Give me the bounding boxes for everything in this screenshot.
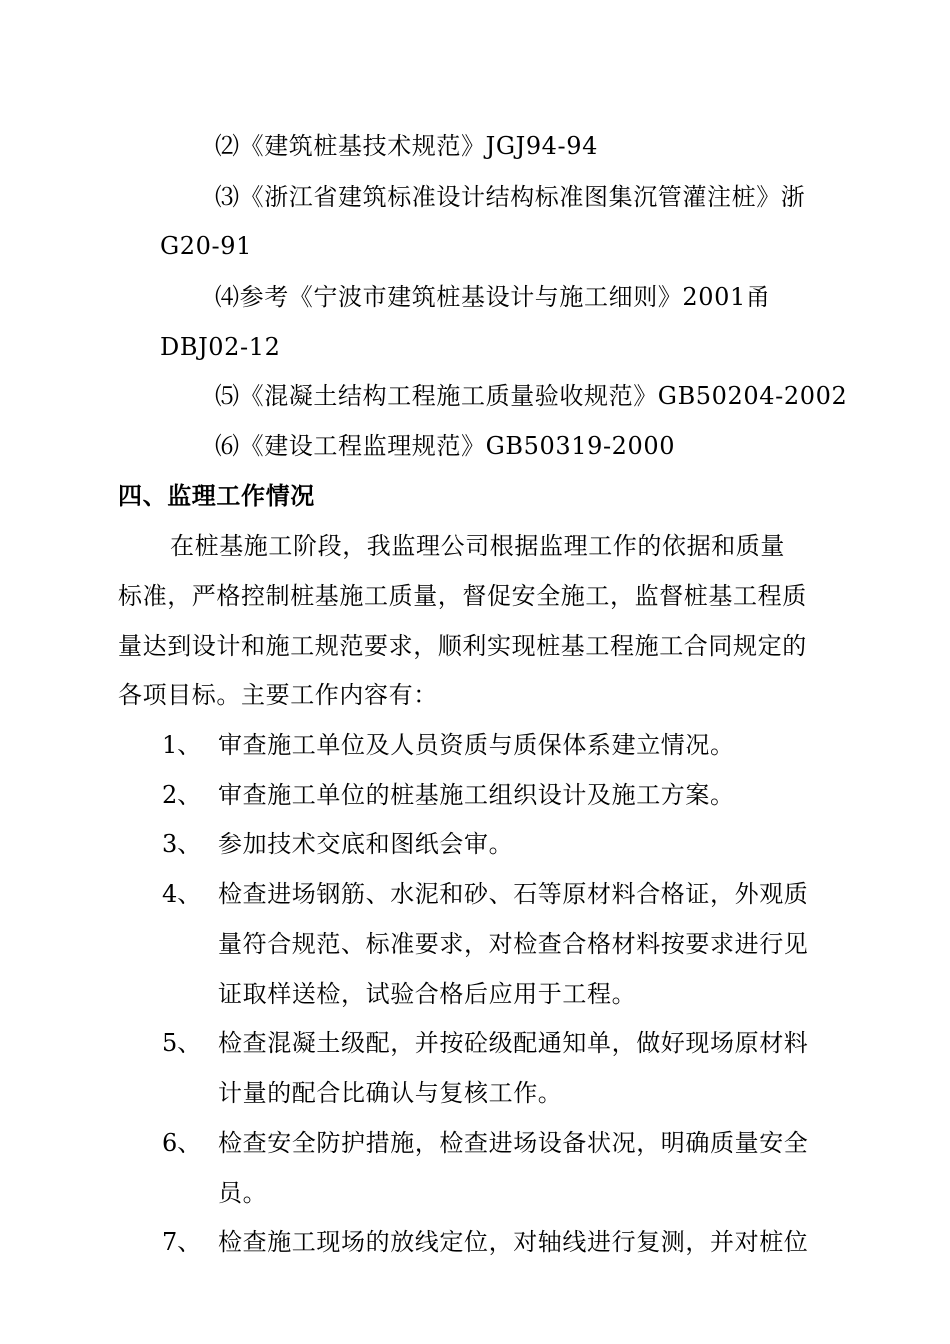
intro-line-2: 标准，严格控制桩基施工质量，督促安全施工，监督桩基工程质 bbox=[118, 582, 807, 610]
reference-2: ⑵《建筑桩基技术规范》JGJ94-94 bbox=[215, 132, 599, 160]
item-text: 参加技术交底和图纸会审。 bbox=[218, 830, 514, 858]
item-text: 计量的配合比确认与复核工作。 bbox=[218, 1079, 563, 1107]
item-number: 4、 bbox=[162, 880, 202, 908]
intro-line-4: 各项目标。主要工作内容有： bbox=[118, 681, 438, 709]
item-number: 5、 bbox=[162, 1029, 202, 1057]
item-text: 检查施工现场的放线定位，对轴线进行复测，并对桩位 bbox=[218, 1228, 809, 1256]
reference-3: ⑶《浙江省建筑标准设计结构标准图集沉管灌注桩》浙 bbox=[215, 183, 806, 211]
item-number: 2、 bbox=[162, 781, 202, 809]
section-heading: 四、监理工作情况 bbox=[118, 482, 315, 510]
item-text: 审查施工单位的桩基施工组织设计及施工方案。 bbox=[218, 781, 735, 809]
reference-4-continuation: DBJ02-12 bbox=[160, 333, 281, 361]
item-number: 7、 bbox=[162, 1228, 202, 1256]
item-text: 量符合规范、标准要求，对检查合格材料按要求进行见 bbox=[218, 930, 809, 958]
reference-6: ⑹《建设工程监理规范》GB50319-2000 bbox=[215, 432, 676, 460]
reference-3-continuation: G20-91 bbox=[160, 232, 252, 260]
intro-line-3: 量达到设计和施工规范要求，顺利实现桩基工程施工合同规定的 bbox=[118, 632, 807, 660]
item-text: 检查混凝土级配，并按砼级配通知单，做好现场原材料 bbox=[218, 1029, 809, 1057]
item-text: 检查安全防护措施，检查进场设备状况，明确质量安全 bbox=[218, 1129, 809, 1157]
reference-4: ⑷参考《宁波市建筑桩基设计与施工细则》2001甬 bbox=[215, 283, 771, 311]
item-text: 证取样送检，试验合格后应用于工程。 bbox=[218, 980, 637, 1008]
reference-5: ⑸《混凝土结构工程施工质量验收规范》GB50204-2002 bbox=[215, 382, 848, 410]
item-number: 1、 bbox=[162, 731, 202, 759]
intro-line-1: 在桩基施工阶段，我监理公司根据监理工作的依据和质量 bbox=[170, 532, 785, 560]
item-text: 检查进场钢筋、水泥和砂、石等原材料合格证，外观质 bbox=[218, 880, 809, 908]
item-text: 审查施工单位及人员资质与质保体系建立情况。 bbox=[218, 731, 735, 759]
item-number: 6、 bbox=[162, 1129, 202, 1157]
item-number: 3、 bbox=[162, 830, 202, 858]
item-text: 员。 bbox=[218, 1179, 268, 1207]
